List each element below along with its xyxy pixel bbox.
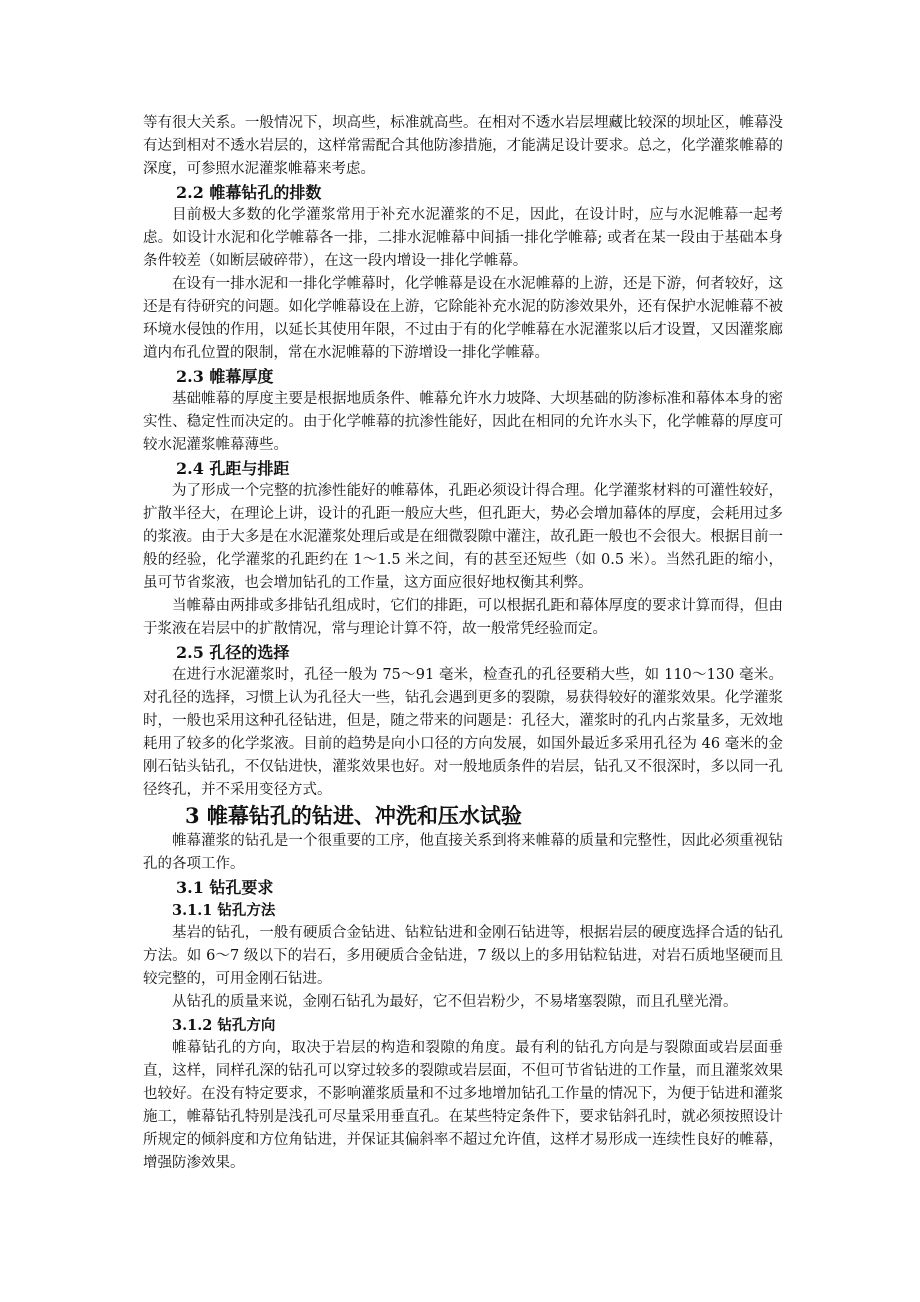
paragraph: 帷幕钻孔的方向，取决于岩层的构造和裂隙的角度。最有利的钻孔方向是与裂隙面或岩层面垂直，这样，同样孔深的钻孔可以穿过较多的裂隙或岩层面，不但可节省钻进的工作量，而且灌浆效果也较好。在没有特定要求，不影响灌浆质量和不过多地增加钻孔工作量的情况下，为便于钻进和灌浆施工，帷幕钻孔特别是浅孔可尽量采用垂直孔。在某些特定条件下，要求钻斜孔时，就必须按照设计所规定的倾斜度和方位角钻进，并保证其偏斜率不超过允许值，这样才易形成一连续性良好的帷幕，增强防渗效果。 <box>143 1040 783 1171</box>
paragraph: 基础帷幕的厚度主要是根据地质条件、帷幕允许水力坡降、大坝基础的防渗标准和幕体本身的密实性、稳定性而决定的。由于化学帷幕的抗渗性能好，因此在相同的允许水头下，化学帷幕的厚度可较水泥灌浆帷幕薄些。 <box>143 391 783 453</box>
paragraph: 在进行水泥灌浆时，孔径一般为 75～91 毫米，检查孔的孔径要稍大些，如 110～130 毫米。对孔径的选择，习惯上认为孔径大一些，钻孔会遇到更多的裂隙，易获得较好的灌浆效果。化学灌浆时，一般也采用这种孔径钻进，但是，随之带来的问题是：孔径大，灌浆时的孔内占浆量多，无效地耗用了较多的化学浆液。目前的趋势是向小口径的方向发展，如国外最近多采用孔径为 46 毫米的金刚石钻头钻孔，不仅钻进快，灌浆效果也好。对一般地质条件的岩层，钻孔又不很深时，多以同一孔径终孔，并不采用变径方式。 <box>143 667 783 798</box>
paragraph: 帷幕灌浆的钻孔是一个很重要的工序，他直接关系到将来帷幕的质量和完整性，因此必须重视钻孔的各项工作。 <box>143 833 783 872</box>
paragraph: 等有很大关系。一般情况下，坝高些，标准就高些。在相对不透水岩层埋藏比较深的坝址区，帷幕没有达到相对不透水岩层的，这样常需配合其他防渗措施，才能满足设计要求。总之，化学灌浆帷幕的深度，可参照水泥灌浆帷幕来考虑。 <box>143 115 783 177</box>
paragraph: 目前极大多数的化学灌浆常用于补充水泥灌浆的不足，因此，在设计时，应与水泥帷幕一起考虑。如设计水泥和化学帷幕各一排，二排水泥帷幕中间插一排化学帷幕; 或者在某一段由于基础本身条件较差（如断层破碎带），在这一段内增设一排化学帷幕。 <box>143 207 783 269</box>
document-page <box>143 112 783 1175</box>
section-heading: 2.5 孔径的选择 <box>176 643 290 662</box>
chapter-heading: 3 帷幕钻孔的钻进、冲洗和压水试验 <box>185 803 522 828</box>
subsection-heading: 3.1.2 钻孔方向 <box>172 1017 276 1034</box>
paragraph: 从钻孔的质量来说，金刚石钻孔为最好，它不但岩粉少，不易堵塞裂隙，而且孔壁光滑。 <box>172 994 738 1010</box>
paragraph: 为了形成一个完整的抗渗性能好的帷幕体，孔距必须设计得合理。化学灌浆材料的可灌性较好，扩散半径大，在理论上讲，设计的孔距一般应大些，但孔距大，势必会增加幕体的厚度，会耗用过多的浆液。由于大多是在水泥灌浆处理后或是在细微裂隙中灌注，故孔距一般也不会很大。根据目前一般的经验，化学灌浆的孔距约在 1～1.5 米之间，有的甚至还短些（如 0.5 米）。当然孔距的缩小，虽可节省浆液，也会增加钻孔的工作量，这方面应很好地权衡其利弊。 <box>143 483 783 591</box>
paragraph: 在设有一排水泥和一排化学帷幕时，化学帷幕是设在水泥帷幕的上游，还是下游，何者较好，这还是有待研究的问题。如化学帷幕设在上游，它除能补充水泥的防渗效果外，还有保护水泥帷幕不被环境水侵蚀的作用，以延长其使用年限，不过由于有的化学帷幕在水泥灌浆以后才设置，又因灌浆廊道内布孔位置的限制，常在水泥帷幕的下游增设一排化学帷幕。 <box>143 276 783 361</box>
section-heading: 3.1 钻孔要求 <box>176 878 274 897</box>
subsection-heading: 3.1.1 钻孔方法 <box>172 902 276 919</box>
section-heading: 2.4 孔距与排距 <box>176 459 290 478</box>
paragraph: 当帷幕由两排或多排钻孔组成时，它们的排距，可以根据孔距和幕体厚度的要求计算而得，但由于浆液在岩层中的扩散情况，常与理论计算不符，故一般常凭经验而定。 <box>143 598 783 637</box>
section-heading: 2.3 帷幕厚度 <box>176 367 274 386</box>
section-heading: 2.2 帷幕钻孔的排数 <box>176 183 322 202</box>
paragraph: 基岩的钻孔，一般有硬质合金钻进、钻粒钻进和金刚石钻进等，根据岩层的硬度选择合适的钻孔方法。如 6～7 级以下的岩石，多用硬质合金钻进，7 级以上的多用钻粒钻进，对岩石质地坚硬而且较完整的，可用金刚石钻进。 <box>143 925 783 987</box>
